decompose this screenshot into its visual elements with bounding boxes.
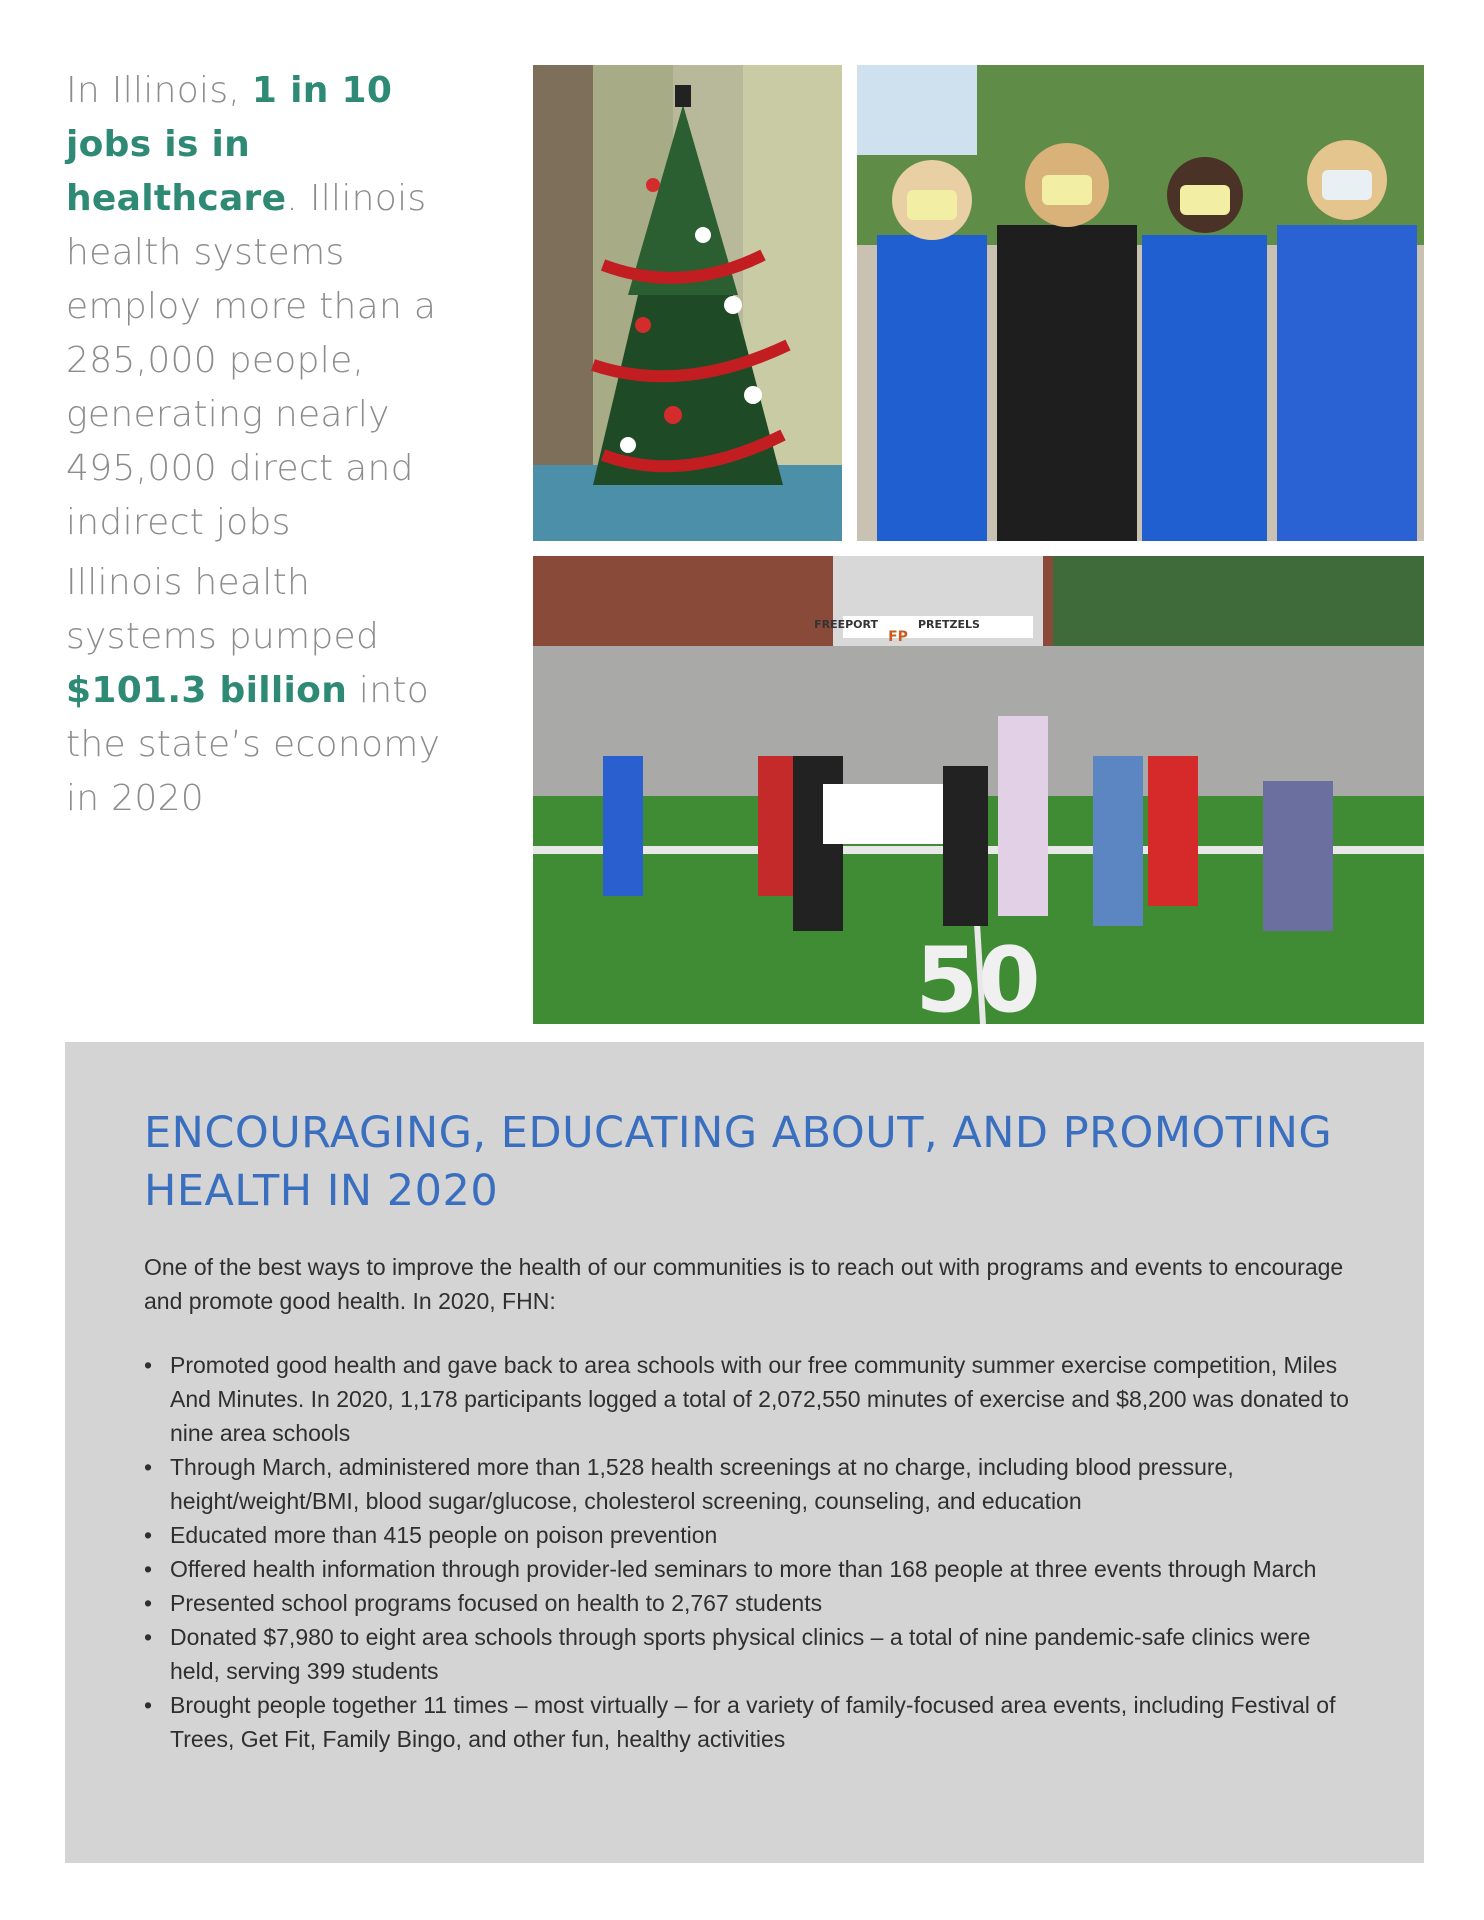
panel-title: ENCOURAGING, EDUCATING ABOUT, AND PROMOTING HEALTH IN 2020 <box>144 1108 1333 1216</box>
photo-staff-members <box>857 65 1424 541</box>
list-item: • Presented school programs focused on health to 2,767 students <box>144 1586 1364 1620</box>
staff-group-image <box>857 65 1424 541</box>
bullet-list <box>144 1348 1364 1756</box>
stat-healthcare-jobs <box>66 64 466 550</box>
stat-text: In Illinois, <box>66 70 252 111</box>
football-field-image <box>533 556 1424 1024</box>
list-item: • Promoted good health and gave back to area schools with our free community summer exercise competition, Miles And Minutes. In 2020, 1,178 participants logged a total of 2,072,550 minutes of exercise and $8,200 was donated to nine area schools <box>144 1348 1364 1450</box>
panel-intro: One of the best ways to improve the health of our communities is to reach out with programs and events to encourage and promote good health. In 2020, FHN: <box>144 1254 1344 1314</box>
photo-christmas-tree <box>533 65 842 541</box>
team-logo: FP <box>888 629 908 645</box>
stadium-sign-right: PRETZELS <box>918 618 980 631</box>
stat-text: . Illinois health systems employ more than a 285,000 people, generating nearly 495,000 direct and indirect jobs <box>66 178 437 543</box>
list-item: • Offered health information through provider-led seminars to more than 168 people at three events through March <box>144 1552 1364 1586</box>
list-item: • Educated more than 415 people on poison prevention <box>144 1518 1364 1552</box>
list-item: • Brought people together 11 times – most virtually – for a variety of family-focused area events, including Festival of Trees, Get Fit, Family Bingo, and other fun, healthy activities <box>144 1688 1364 1756</box>
christmas-tree-image <box>533 65 842 541</box>
info-panel <box>65 1042 1424 1863</box>
stat-text: Illinois health systems pumped <box>66 562 380 657</box>
list-item: • Through March, administered more than 1,528 health screenings at no charge, including blood pressure, height/weight/BMI, blood sugar/glucose, cholesterol screening, counseling, and education <box>144 1450 1364 1518</box>
list-item: • Donated $7,980 to eight area schools through sports physical clinics – a total of nine pandemic-safe clinics were held, serving 399 students <box>144 1620 1364 1688</box>
stat-highlight: $101.3 billion <box>66 670 348 711</box>
stat-economic-impact <box>66 556 466 826</box>
yard-marker: 50 <box>915 928 1041 1024</box>
photo-football-field <box>533 556 1424 1024</box>
stadium-sign-left: FREEPORT <box>814 618 878 631</box>
stat-text: into the state’s economy in 2020 <box>66 670 441 819</box>
stat-highlight: 1 in 10 jobs is in healthcare <box>66 70 393 219</box>
